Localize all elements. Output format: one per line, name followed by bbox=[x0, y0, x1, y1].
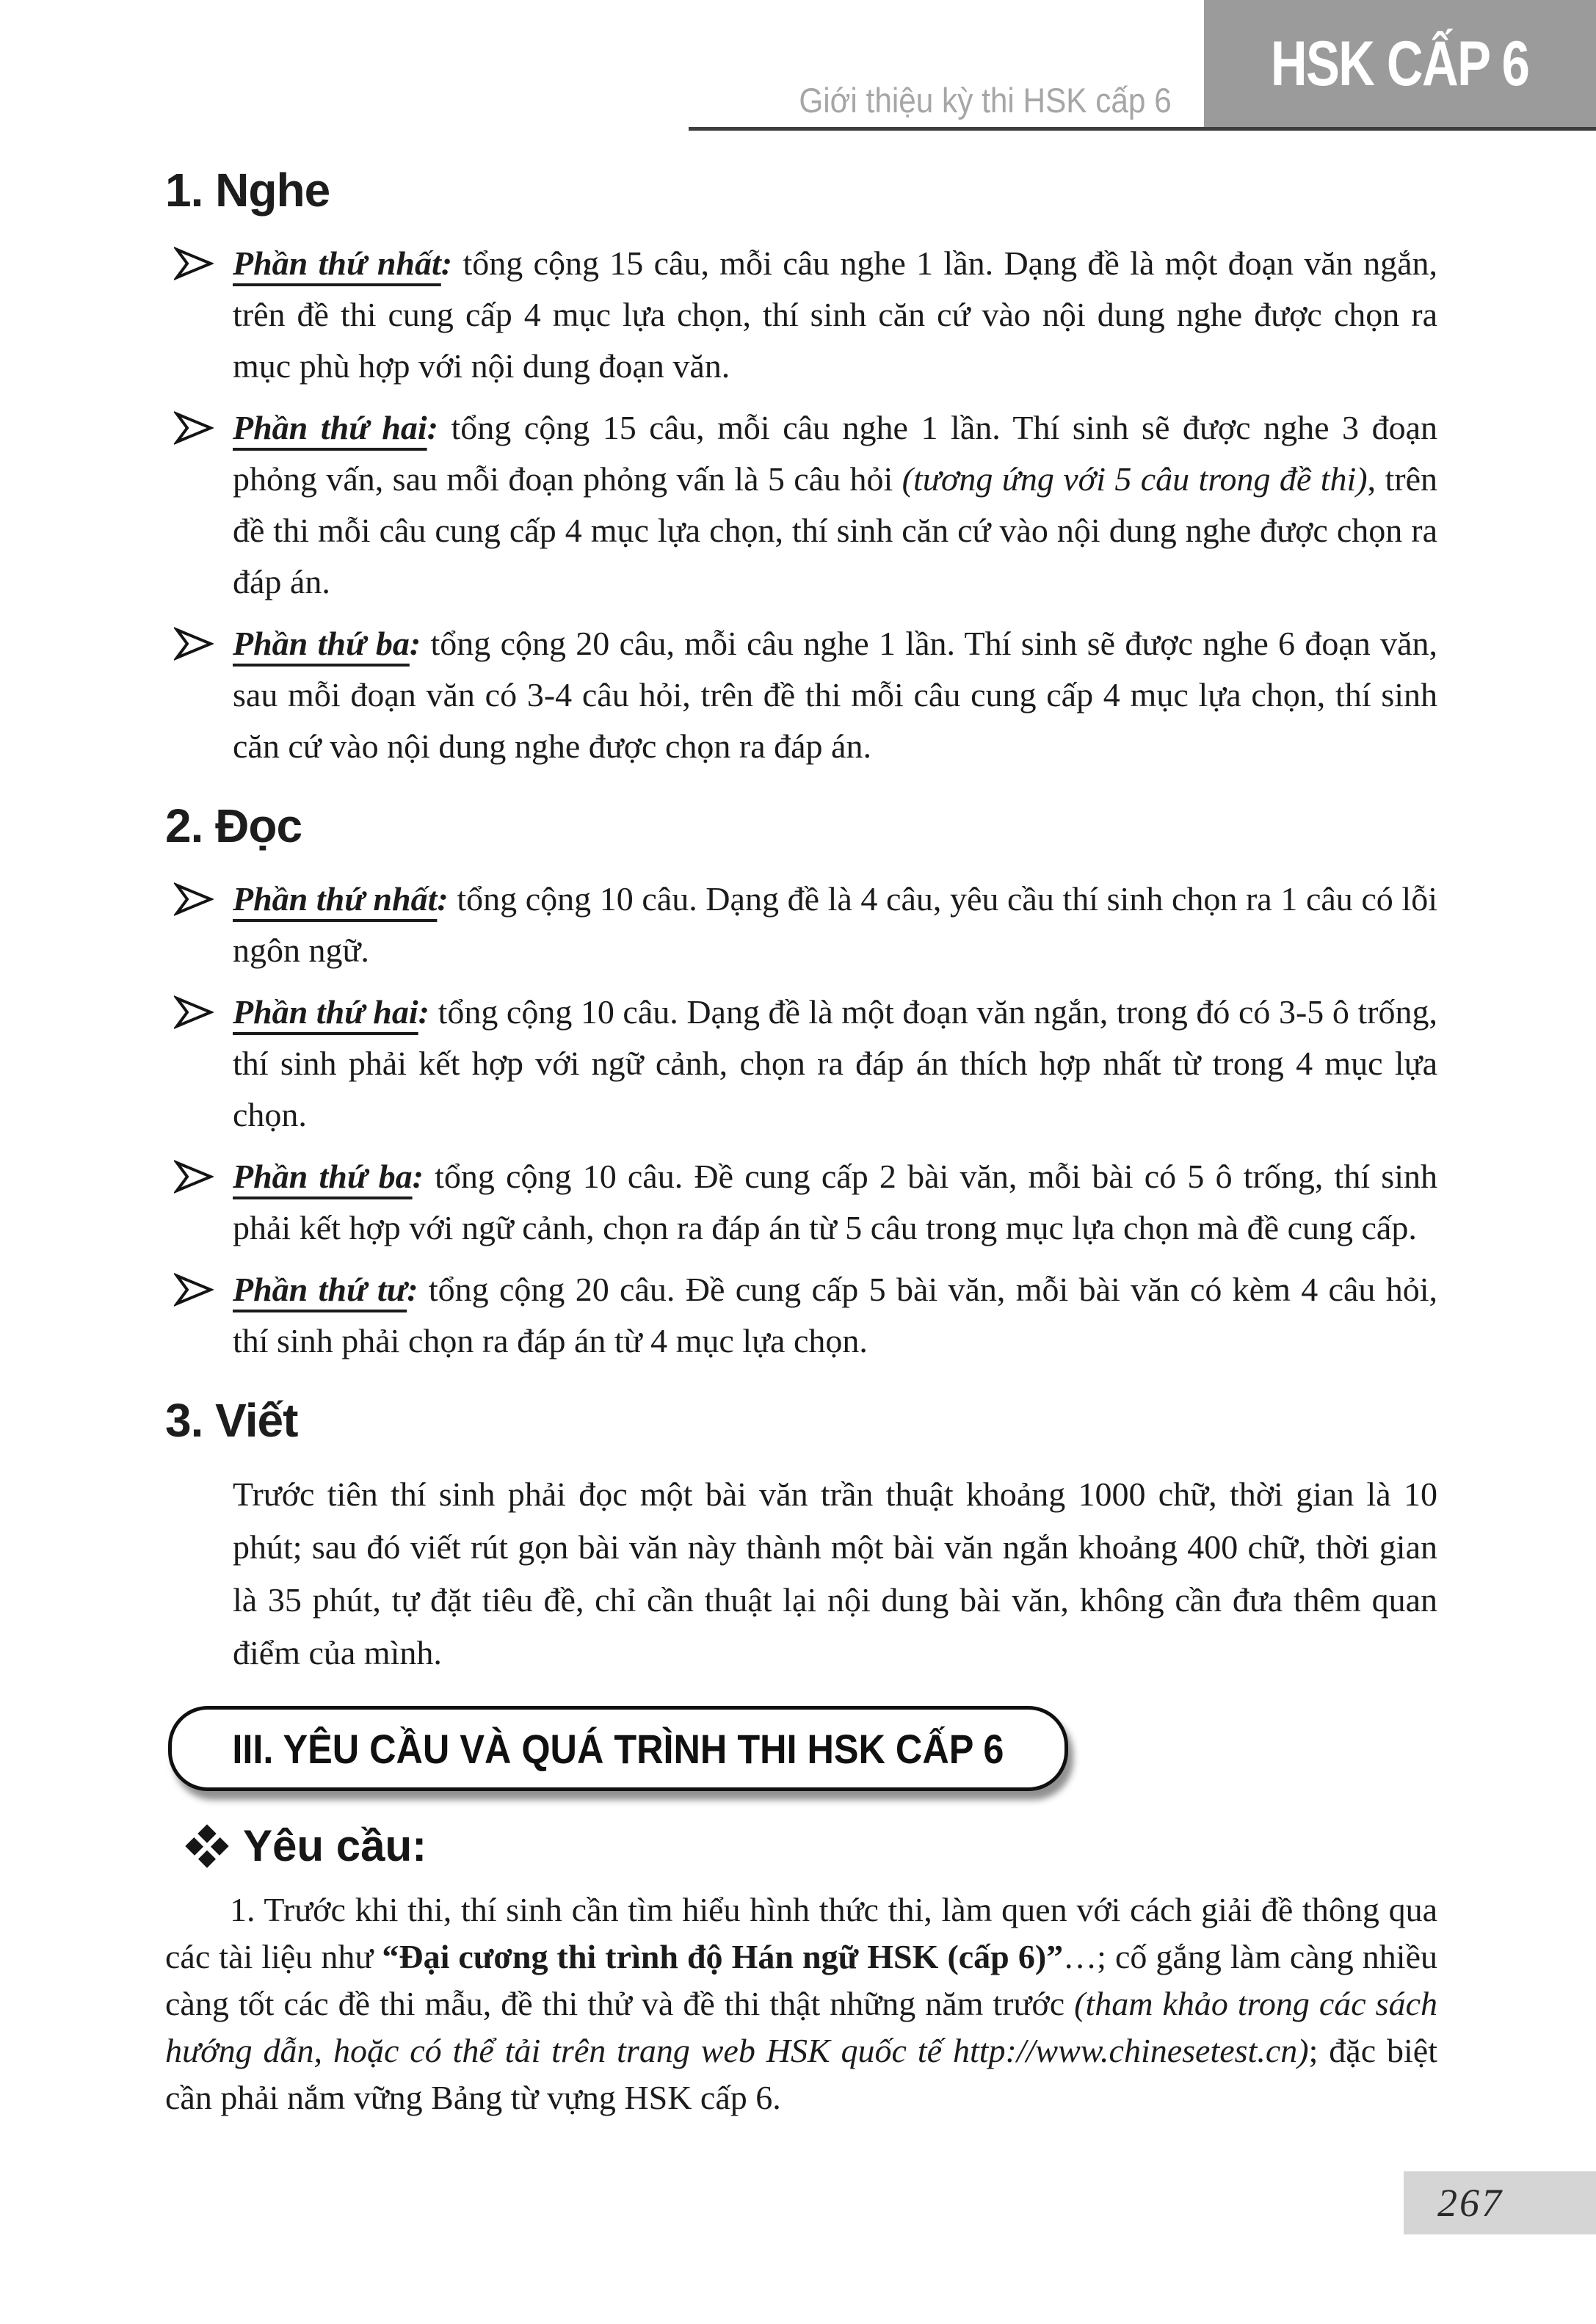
bullet-label: Phần thứ ba bbox=[233, 625, 410, 662]
page-number: 267 bbox=[1437, 2181, 1503, 2225]
text-segment: (tham khảo trong các sách hướng dẫn, hoặc có thể tải trên trang web HSK quốc tế http://www.chinesetest.cn) bbox=[165, 1985, 1437, 2069]
arrow-bullet-icon bbox=[174, 247, 214, 280]
text-segment: , trên đề thi mỗi câu cung cấp 4 mục lựa chọn, thí sinh căn cứ vào nội dung nghe được chọn ra đáp án. bbox=[233, 460, 1438, 600]
running-title: Giới thiệu kỳ thi HSK cấp 6 bbox=[799, 81, 1172, 120]
bullet-item bbox=[165, 1151, 1437, 1254]
text-segment: tổng cộng 10 câu. Dạng đề là 4 câu, yêu cầu thí sinh chọn ra 1 câu có lỗi ngôn ngữ. bbox=[233, 880, 1437, 969]
bullet-label-colon: : bbox=[440, 244, 463, 282]
bullet-label-colon: : bbox=[407, 1271, 429, 1308]
arrow-bullet-icon bbox=[174, 411, 214, 445]
bullet-item bbox=[165, 402, 1437, 608]
text-segment: tổng cộng 20 câu, mỗi câu nghe 1 lần. Thí sinh sẽ được nghe 6 đoạn văn, sau mỗi đoạn văn có 3-4 câu hỏi, trên đề thi mỗi câu cung cấp 4 mục lựa chọn, thí sinh căn cứ vào nội dung nghe được chọn ra đáp án. bbox=[233, 625, 1438, 765]
bullet-item bbox=[165, 987, 1437, 1141]
text-segment: (tương ứng với 5 câu trong đề thi) bbox=[902, 460, 1368, 498]
hsk-level-tab bbox=[1204, 0, 1596, 128]
arrow-bullet-icon bbox=[174, 1160, 214, 1194]
bullet-item bbox=[165, 874, 1437, 976]
section-iii-banner bbox=[168, 1706, 1068, 1791]
bullet-label: Phần thứ nhất bbox=[233, 880, 438, 918]
bullet-item bbox=[165, 1264, 1437, 1367]
diamond-dot bbox=[198, 1824, 217, 1842]
requirements-heading-label: Yêu cầu: bbox=[243, 1821, 427, 1870]
page-header bbox=[0, 0, 1596, 132]
arrow-bullet-icon bbox=[174, 882, 214, 916]
diamond-dot bbox=[185, 1837, 203, 1856]
arrow-bullet-icon bbox=[174, 1273, 214, 1307]
text-segment: ; đặc biệt cần phải nắm vững Bảng từ vựng HSK cấp 6. bbox=[165, 2032, 1437, 2116]
header-rule bbox=[689, 127, 1596, 131]
text-segment: tổng cộng 10 câu. Đề cung cấp 2 bài văn, mỗi bài có 5 ô trống, thí sinh phải kết hợp với ngữ cảnh, chọn ra đáp án từ 5 câu trong mục lựa chọn mà đề cung cấp. bbox=[233, 1158, 1437, 1246]
bullet-item bbox=[165, 618, 1437, 772]
text-segment: tổng cộng 20 câu. Đề cung cấp 5 bài văn, mỗi bài văn có kèm 4 câu hỏi, thí sinh phải chọn ra đáp án từ 4 mục lựa chọn. bbox=[233, 1271, 1437, 1359]
diamond-dot bbox=[211, 1837, 229, 1856]
diamond-dot bbox=[198, 1850, 217, 1868]
page-content bbox=[165, 132, 1437, 2121]
arrow-bullet-icon bbox=[174, 995, 214, 1029]
bullet-label-colon: : bbox=[409, 625, 431, 662]
bullet-label: Phần thứ hai bbox=[233, 993, 418, 1031]
bullet-label: Phần thứ hai bbox=[233, 409, 427, 446]
text-segment: 1. Trước khi thi, thí sinh cần tìm hiểu hình thức thi, làm quen với cách giải đề thông qua các tài liệu như bbox=[165, 1891, 1437, 1975]
page-number-box bbox=[1404, 2171, 1596, 2234]
text-segment: tổng cộng 15 câu, mỗi câu nghe 1 lần. Thí sinh sẽ được nghe 3 đoạn phỏng vấn, sau mỗi đoạn phỏng vấn là 5 câu hỏi bbox=[233, 409, 1437, 498]
requirements-paragraph bbox=[165, 1887, 1437, 2121]
text-segment: “Đại cương thi trình độ Hán ngữ HSK (cấp 6)” bbox=[382, 1938, 1064, 1975]
section-paragraph: Trước tiên thí sinh phải đọc một bài văn trần thuật khoảng 1000 chữ, thời gian là 10 phút; sau đó viết rút gọn bài văn này thành một bài văn ngắn khoảng 400 chữ, thời gian là 35 phút, tự đặt tiêu đề, chỉ cần thuật lại nội dung bài văn, không cần đưa thêm quan điểm của mình. bbox=[233, 1475, 1437, 1671]
section-title: 2. Đọc bbox=[165, 799, 302, 852]
bullet-label-colon: : bbox=[437, 880, 457, 918]
section-title: 3. Viết bbox=[165, 1394, 298, 1447]
requirements-heading bbox=[192, 1820, 1437, 1872]
bullet-label-colon: : bbox=[418, 993, 438, 1031]
bullet-label: Phần thứ nhất bbox=[233, 244, 441, 282]
four-diamond-icon bbox=[185, 1824, 228, 1867]
arrow-bullet-icon bbox=[174, 627, 214, 661]
bullet-item bbox=[165, 238, 1437, 392]
bullet-label: Phần thứ tư bbox=[233, 1271, 407, 1308]
bullet-label: Phần thứ ba bbox=[233, 1158, 413, 1195]
section-iii-banner-title: III. YÊU CẦU VÀ QUÁ TRÌNH THI HSK CẤP 6 bbox=[232, 1725, 1004, 1772]
bullet-label-colon: : bbox=[412, 1158, 435, 1195]
hsk-level-tab-label: HSK CẤP 6 bbox=[1271, 29, 1529, 99]
text-segment: tổng cộng 15 câu, mỗi câu nghe 1 lần. Dạng đề là một đoạn văn ngắn, trên đề thi cung cấp 4 mục lựa chọn, thí sinh căn cứ vào nội dung nghe được chọn ra mục phù hợp với nội dung đoạn văn. bbox=[233, 244, 1437, 385]
bullet-label-colon: : bbox=[427, 409, 451, 446]
text-segment: tổng cộng 10 câu. Dạng đề là một đoạn văn ngắn, trong đó có 3-5 ô trống, thí sinh phải kết hợp với ngữ cảnh, chọn ra đáp án thích hợp nhất từ trong 4 mục lựa chọn. bbox=[233, 993, 1437, 1133]
sections-container bbox=[165, 161, 1437, 1680]
text-segment: …; cố gắng làm càng nhiều càng tốt các đề thi mẫu, đề thi thử và đề thi thật những năm trước bbox=[165, 1938, 1438, 2022]
section-title: 1. Nghe bbox=[165, 164, 330, 217]
